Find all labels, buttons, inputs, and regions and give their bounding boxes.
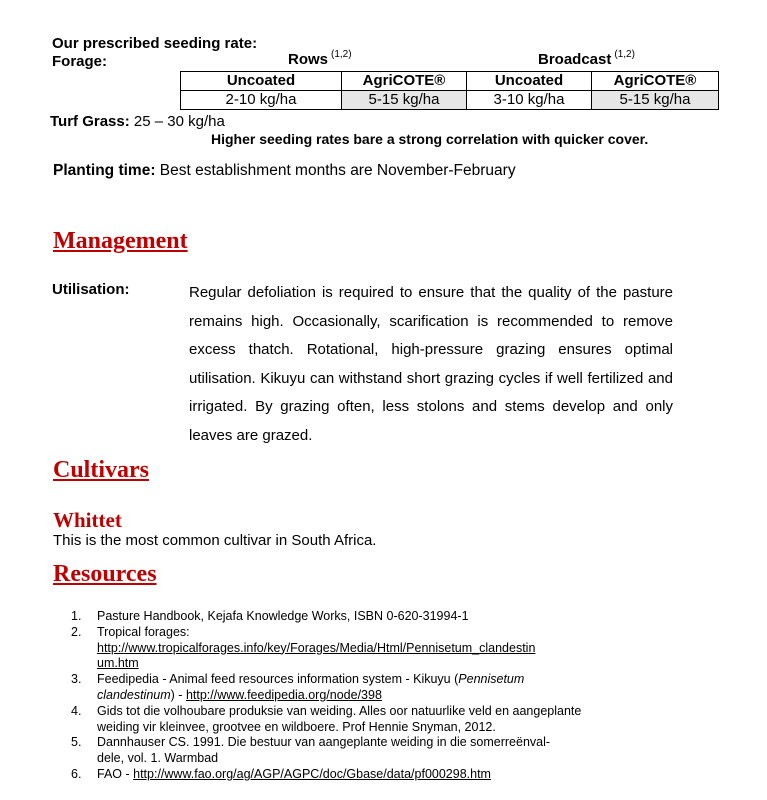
table-cell: 2-10 kg/ha (181, 91, 342, 110)
broadcast-superscript: (1,2) (614, 49, 635, 60)
forage-label: Forage: (52, 53, 108, 70)
table-header-cell: Uncoated (467, 72, 592, 91)
table-cell: 5-15 kg/ha (342, 91, 467, 110)
resource-text: FAO - (97, 766, 134, 781)
resource-italic-continued: clandestinum (97, 687, 171, 702)
utilisation-label: Utilisation: (52, 281, 130, 298)
turf-grass-line (50, 113, 225, 130)
list-item (54, 735, 654, 767)
list-item (54, 609, 654, 625)
list-number: 6. (71, 766, 82, 781)
resource-link[interactable]: http://www.feedipedia.org/node/398 (185, 687, 382, 702)
table-row (181, 91, 719, 110)
resource-text-continued: ) - (170, 687, 186, 702)
list-number: 3. (71, 672, 82, 687)
cultivars-heading: Cultivars (53, 457, 149, 483)
table-header-cell: Uncoated (181, 72, 342, 91)
list-item (54, 672, 654, 704)
resources-list (54, 609, 654, 783)
list-item (54, 625, 654, 672)
cultivar-description: This is the most common cultivar in South Africa. (53, 532, 377, 549)
resource-text: Dannhauser CS. 1991. Die bestuur van aangeplante weiding in die somerreënval- (97, 735, 551, 750)
table-header-row (181, 72, 719, 91)
table-header-cell: AgriCOTE® (342, 72, 467, 91)
resource-italic: Pennisetum (458, 672, 525, 687)
resource-text: Pasture Handbook, Kejafa Knowledge Works, ISBN 0-620-31994-1 (97, 609, 469, 623)
cultivar-name: Whittet (53, 508, 122, 532)
resource-text-continued: dele, vol. 1. Warmbad (97, 751, 219, 766)
rows-label: Rows (288, 51, 329, 68)
management-heading: Management (53, 228, 188, 254)
planting-value: Best establishment months are November-February (155, 162, 516, 179)
broadcast-header (538, 51, 635, 68)
resource-text-continued: weiding vir kleinvee, grootvee en wildboere. Prof Hennie Snyman, 2012. (97, 719, 496, 734)
utilisation-text: Regular defoliation is required to ensure that the quality of the pasture remains high. Occasionally, scarification is recommended to remove excess thatch. Rotational, high-pressure grazing ensures optimal utilisation. Kikuyu can withstand short grazing cycles if well fertilized and irrigated. By grazing often, less stolons and stems develop and only leaves are grazed. (189, 284, 673, 444)
list-number: 5. (71, 735, 82, 750)
resource-text: Gids tot die volhoubare produksie van weiding. Alles oor natuurlike veld en aangeplante (97, 703, 582, 718)
resource-link[interactable]: http://www.fao.org/ag/AGP/AGPC/doc/Gbase/data/pf000298.htm (133, 766, 491, 781)
list-item (54, 704, 654, 736)
turf-label: Turf Grass: (50, 113, 130, 130)
resource-link[interactable]: http://www.tropicalforages.info/key/Forages/Media/Html/Pennisetum_clandestin (97, 640, 536, 655)
turf-value: 25 – 30 kg/ha (129, 113, 225, 130)
list-number: 4. (71, 703, 82, 718)
resource-link-continued[interactable]: um.htm (97, 656, 139, 671)
table-header-cell: AgriCOTE® (592, 72, 719, 91)
list-item (54, 767, 654, 783)
resources-heading: Resources (53, 561, 157, 587)
rows-header (288, 51, 352, 68)
resource-text: Feedipedia - Animal feed resources information system - Kikuyu ( (97, 672, 459, 687)
seeding-note: Higher seeding rates bare a strong correlation with quicker cover. (211, 131, 649, 147)
broadcast-label: Broadcast (538, 51, 612, 68)
seeding-title: Our prescribed seeding rate: (52, 35, 258, 52)
table-cell: 5-15 kg/ha (592, 91, 719, 110)
list-number: 1. (71, 609, 82, 623)
resource-text: Tropical forages: (97, 624, 190, 639)
planting-time-line (53, 162, 516, 180)
rows-superscript: (1,2) (331, 49, 352, 60)
seeding-rate-table (180, 71, 719, 110)
planting-label: Planting time: (53, 162, 156, 179)
table-cell: 3-10 kg/ha (467, 91, 592, 110)
list-number: 2. (71, 624, 82, 639)
